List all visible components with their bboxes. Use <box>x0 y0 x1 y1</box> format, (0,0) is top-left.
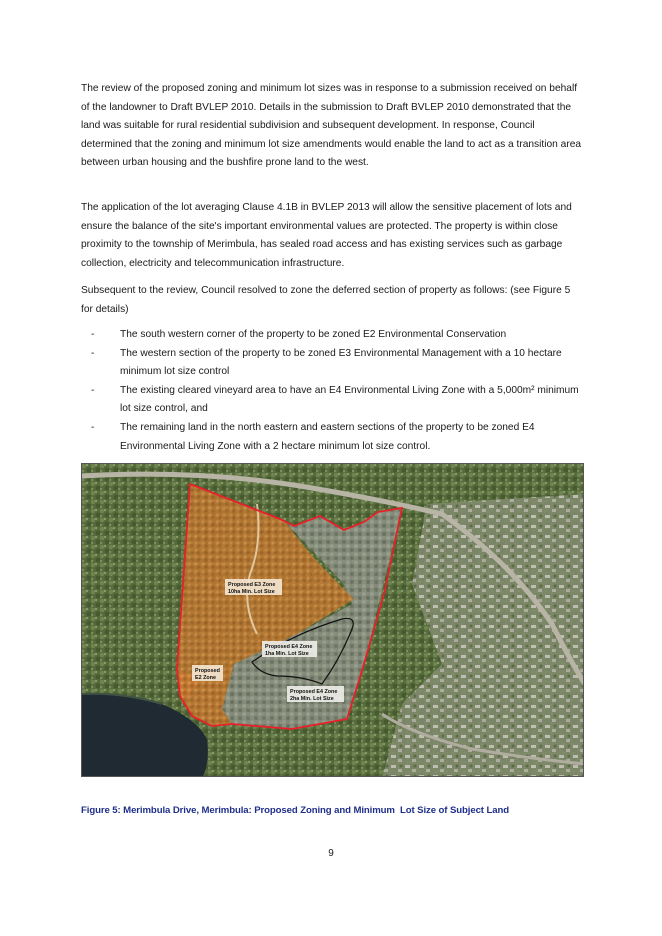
list-item <box>81 382 583 419</box>
zoning-bullet-list <box>81 326 583 456</box>
label-e4-2ha-line1: Proposed E4 Zone <box>290 689 338 695</box>
label-e2-line1: Proposed <box>195 668 220 674</box>
label-e2-line2: E2 Zone <box>195 675 216 681</box>
paragraph-lot-averaging: The application of the lot averaging Clause 4.1B in BVLEP 2013 will allow the sensitive placement of lots and ensure the balance of the site's important environmental values are protected. The property is within close proximity to the township of Merimbula, has sealed road access and has existing services such as garbage collection, electricity and telecommunication infrastructure. <box>81 202 572 269</box>
label-e4-1ha-line2: 1ha Min. Lot Size <box>265 651 309 657</box>
list-item <box>81 345 583 382</box>
label-e2-zone <box>192 665 223 681</box>
bullet-text: The western section of the property to be zoned E3 Environmental Management with a 10 hectare minimum lot size control <box>120 347 562 378</box>
page-number: 9 <box>328 848 334 859</box>
label-e4-2ha-zone <box>287 686 344 702</box>
label-e3-line2: 10ha Min. Lot Size <box>228 589 275 595</box>
paragraph-resolution: Subsequent to the review, Council resolved to zone the deferred section of property as follows: (see Figure 5 for details) <box>81 285 571 315</box>
zoning-aerial-map <box>81 463 584 777</box>
bullet-text: The remaining land in the north eastern and eastern sections of the property to be zoned E4 Environmental Living Zone with a 2 hectare minimum lot size control. <box>120 421 535 452</box>
label-e4-1ha-zone <box>262 641 317 657</box>
list-item <box>81 326 583 345</box>
aerial-map-svg <box>82 464 584 777</box>
label-e3-line1: Proposed E3 Zone <box>228 582 276 588</box>
paragraph-review: The review of the proposed zoning and minimum lot sizes was in response to a submission received on behalf of the landowner to Draft BVLEP 2010. Details in the submission to Draft BVLEP 2010 demonstrated that the land was suitable for rural residential subdivision and subsequent development. In response, Council determined that the zoning and minimum lot size amendments would enable the land to act as a transition area between urban housing and the bushfire prone land to the west. <box>81 83 582 169</box>
label-e3-zone <box>225 579 282 595</box>
label-e4-2ha-line2: 2ha Min. Lot Size <box>290 696 334 702</box>
bullet-marker: - <box>91 329 95 340</box>
list-item <box>81 419 583 456</box>
figure-caption: Figure 5: Merimbula Drive, Merimbula: Proposed Zoning and Minimum Lot Size of Subject Land <box>81 805 509 816</box>
label-e4-1ha-line1: Proposed E4 Zone <box>265 644 313 650</box>
bullet-text: The existing cleared vineyard area to have an E4 Environmental Living Zone with a 5,000m² minimum lot size control, and <box>120 384 579 415</box>
bullet-marker: - <box>91 347 95 359</box>
bullet-text: The south western corner of the property to be zoned E2 Environmental Conservation <box>120 329 507 340</box>
bullet-marker: - <box>91 421 95 433</box>
bullet-marker: - <box>91 384 95 396</box>
